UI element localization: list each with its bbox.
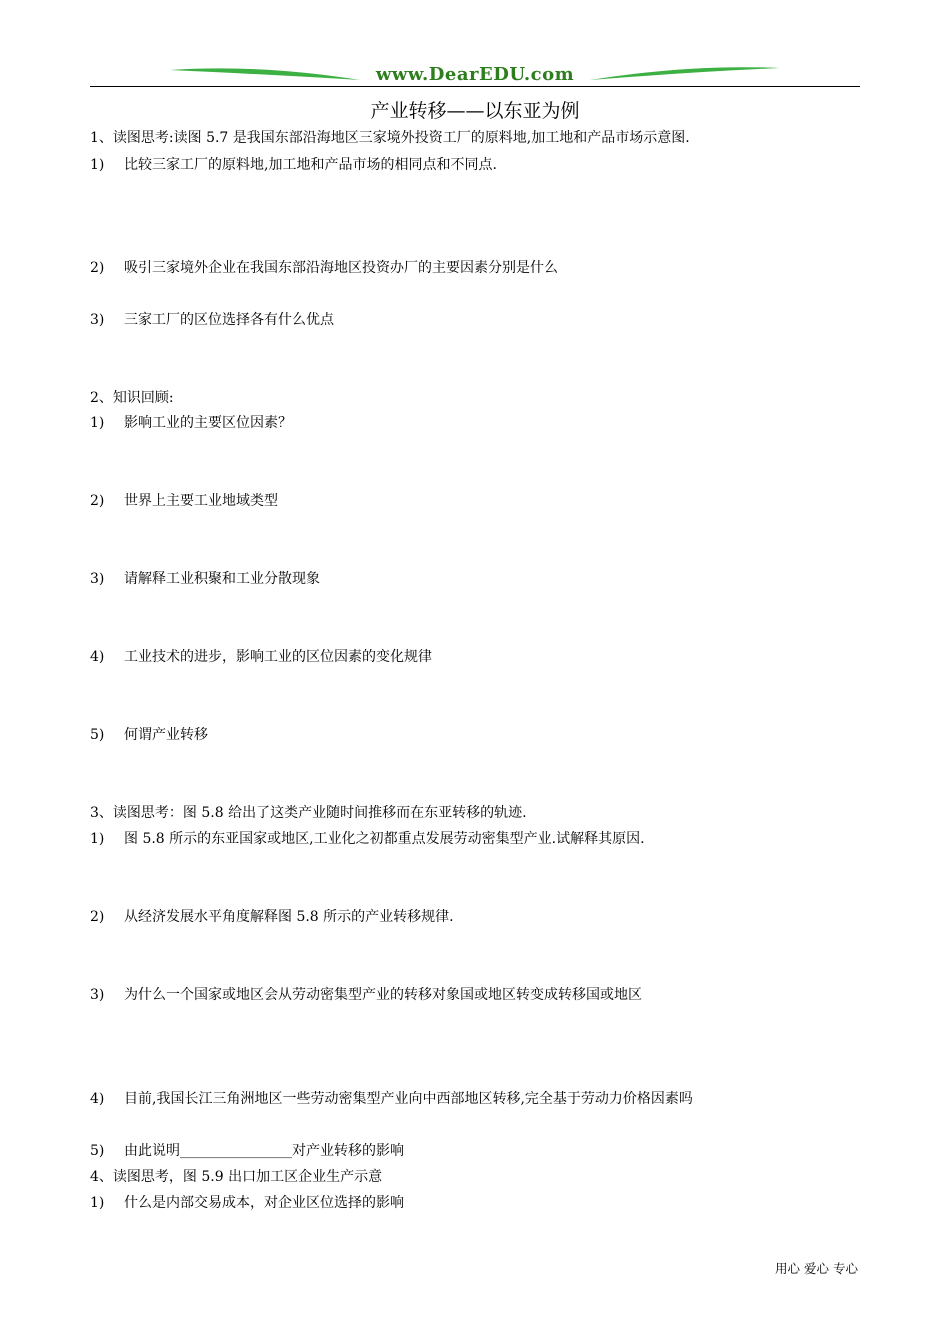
section-heading (90, 128, 690, 148)
line-text: 为什么一个国家或地区会从劳动密集型产业的转移对象国或地区转变成转移国或地区 (124, 987, 642, 1003)
section-heading (90, 388, 174, 408)
line-text: 4、读图思考，图 5.9 出口加工区企业生产示意 (90, 1169, 383, 1185)
question-item (90, 1089, 693, 1109)
site-logo: www.DearEDU.com (375, 64, 575, 85)
item-number: 3) (90, 312, 105, 328)
question-item (90, 413, 292, 433)
item-number: 1) (90, 415, 105, 431)
item-number: 3) (90, 571, 105, 587)
question-item (90, 829, 645, 849)
question-item (90, 310, 334, 330)
question-item (90, 258, 558, 278)
header-rule (90, 86, 860, 87)
item-number: 2) (90, 260, 105, 276)
line-text: 请解释工业积聚和工业分散现象 (124, 571, 320, 587)
item-number: 2) (90, 493, 105, 509)
question-item (90, 725, 208, 745)
line-text: 目前,我国长江三角洲地区一些劳动密集型产业向中西部地区转移,完全基于劳动力价格因素吗 (124, 1091, 693, 1107)
item-number: 4) (90, 649, 105, 665)
line-text: 何谓产业转移 (124, 727, 208, 743)
page-header (90, 60, 860, 90)
line-text: 比较三家工厂的原料地,加工地和产品市场的相同点和不同点. (124, 157, 497, 173)
question-item (90, 155, 497, 175)
line-text: 2、知识回顾: (90, 390, 174, 406)
section-heading (90, 1167, 382, 1187)
section-heading (90, 803, 527, 823)
question-item (90, 907, 454, 927)
question-item (90, 1193, 404, 1213)
item-number: 3) (90, 987, 105, 1003)
item-number: 5) (90, 1143, 105, 1159)
question-item (90, 569, 320, 589)
line-text: 工业技术的进步，影响工业的区位因素的变化规律 (124, 649, 432, 665)
line-text: 图 5.8 所示的东亚国家或地区,工业化之初都重点发展劳动密集型产业.试解释其原因. (124, 831, 645, 847)
question-item (90, 985, 642, 1005)
item-number: 2) (90, 909, 105, 925)
line-text: 影响工业的主要区位因素？ (124, 415, 292, 431)
question-item (90, 647, 432, 667)
question-item (90, 491, 278, 511)
item-number: 4) (90, 1091, 105, 1107)
page-footer: 用心 爱心 专心 (775, 1261, 858, 1276)
line-text: 世界上主要工业地域类型 (124, 493, 278, 509)
item-number: 1) (90, 831, 105, 847)
line-text: 吸引三家境外企业在我国东部沿海地区投资办厂的主要因素分别是什么 (124, 260, 558, 276)
page-title: 产业转移——以东亚为例 (370, 100, 580, 122)
line-text: 3、读图思考：图 5.8 给出了这类产业随时间推移而在东亚转移的轨迹. (90, 805, 527, 821)
question-item (90, 1141, 404, 1161)
line-text: 由此说明________________对产业转移的影响 (124, 1143, 404, 1159)
line-text: 三家工厂的区位选择各有什么优点 (124, 312, 334, 328)
line-text: 1、读图思考:读图 5.7 是我国东部沿海地区三家境外投资工厂的原料地,加工地和产品市场示意图. (90, 130, 690, 146)
item-number: 1) (90, 1195, 105, 1211)
item-number: 5) (90, 727, 105, 743)
line-text: 什么是内部交易成本，对企业区位选择的影响 (124, 1195, 404, 1211)
item-number: 1) (90, 157, 105, 173)
line-text: 从经济发展水平角度解释图 5.8 所示的产业转移规律. (124, 909, 454, 925)
